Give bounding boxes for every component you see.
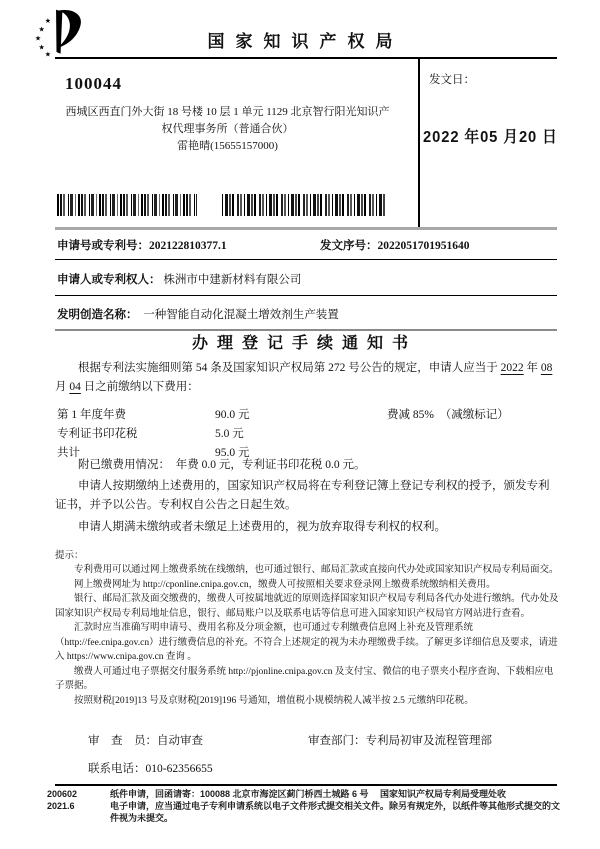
star-icon: ★ xyxy=(44,17,52,26)
document-title: 办理登记手续通知书 xyxy=(191,335,417,352)
issue-date-label: 发文日： xyxy=(429,74,475,86)
invention-row xyxy=(57,306,339,322)
footer-divider xyxy=(55,784,557,786)
intro-text-after: 日之前缴纳以下费用： xyxy=(80,381,199,393)
application-number-value: 202122810377.1 xyxy=(149,240,227,252)
fee-name: 专利证书印花税 xyxy=(57,428,138,440)
issue-date-stamp: 2022 年05 月20 日 xyxy=(423,129,558,146)
examiner-label: 审 查 员： xyxy=(88,735,157,747)
invention-value: 一种智能自动化混凝土增效剂生产装置 xyxy=(143,309,339,321)
recipient-contact: 雷艳晴(15655157000) xyxy=(177,140,278,152)
examiner-value: 自动审查 xyxy=(157,735,203,747)
section-divider-thick xyxy=(55,227,557,230)
footer-efiling-note: 电子申请，应当通过电子专利申请系统以电子文件形式提交相关文件。除另有规定外，以纸件等其他形式提交的文件视为未提交。 xyxy=(110,801,561,823)
tips-label: 提示： xyxy=(55,551,84,561)
intro-text-before: 根据专利法实施细则第 54 条及国家知识产权局第 272 号公告的规定，申请人应当于 xyxy=(78,362,501,374)
tip-item: 缴费人可通过电子票据交付服务系统 http://pjonline.cnipa.gov.cn 及支付宝、微信的电子票夹小程序查询、下载相应电子票据。 xyxy=(55,666,554,691)
department-label: 审查部门： xyxy=(308,735,366,747)
deadline-year: 2022 xyxy=(500,362,524,374)
row-divider xyxy=(55,295,557,296)
applicant-row xyxy=(57,271,301,287)
form-code: 200602 xyxy=(47,789,78,799)
agency-title: 国家知识产权局 xyxy=(207,32,404,51)
star-icon: ★ xyxy=(38,43,45,52)
applicant-label: 申请人或专利权人： xyxy=(57,274,161,286)
serial-number-row xyxy=(320,237,470,253)
fee-amount: 90.0 元 xyxy=(215,409,250,421)
row-divider xyxy=(55,259,557,260)
recipient-section xyxy=(55,58,557,227)
department-row xyxy=(308,732,492,748)
notice-body xyxy=(55,477,559,537)
fee-name: 共计 xyxy=(57,447,80,459)
form-version: 2021.6 xyxy=(47,801,75,811)
invention-label: 发明创造名称： xyxy=(57,309,132,321)
star-icon: ★ xyxy=(38,25,45,34)
fee-row-stamp-tax xyxy=(55,425,559,444)
fee-name: 第 1 年度年费 xyxy=(57,409,126,421)
application-number-row xyxy=(57,237,227,253)
barcode-right xyxy=(222,194,385,216)
paid-fees-info: 附已缴费用情况： 年费 0.0 元，专利证书印花税 0.0 元。 xyxy=(78,459,366,471)
tip-item: 银行、邮局汇款及面交缴费的，缴费人可按属地就近的原则选择国家知识产权局专利局各代办处进行缴纳。代办处及国家知识产权局专利局地址信息，银行、邮局账户以及联系电话等信息可进入国家知识产权局官方网站进行查看。 xyxy=(55,594,559,619)
month-unit: 月 xyxy=(55,381,70,393)
tip-item: 网上缴费网址为 http://cponline.cnipa.gov.cn，缴费人可按照相关要求登录网上缴费系统缴纳相关费用。 xyxy=(74,579,496,590)
deadline-month: 08 xyxy=(540,362,553,374)
tip-item: 按照财税[2019]13 号及京财税[2019]196 号通知，增值税小规模纳税人减半按 2.5 元缴纳印花税。 xyxy=(74,695,474,706)
serial-number-label: 发文序号： xyxy=(320,240,378,252)
deadline-day: 04 xyxy=(69,381,81,393)
year-unit: 年 xyxy=(523,362,541,374)
intro-paragraph xyxy=(55,359,559,397)
postcode: 100044 xyxy=(65,74,122,93)
fee-reduction-note: 费减 85% （减缴标记） xyxy=(387,409,509,421)
star-icon: ★ xyxy=(44,50,52,59)
recipient-address-line2: 权代理事务所（普通合伙） xyxy=(161,123,294,135)
footer-paper-note: 纸件申请，回函请寄：100088 北京市海淀区蓟门桥西土城路 6 号 国家知识产权局专利局受理处收 xyxy=(110,789,507,799)
forfeit-paragraph: 申请人期满未缴纳或者未缴足上述费用的，视为放弃取得专利权的权利。 xyxy=(78,521,446,533)
phone-value: 010-62356655 xyxy=(145,763,213,775)
star-icon: ★ xyxy=(34,34,42,43)
phone-label: 联系电话： xyxy=(88,763,146,775)
fee-table xyxy=(55,406,559,463)
footer-notes xyxy=(110,788,562,824)
tip-item: 汇款时应当准确写明申请号、费用名称及分项金额，也可通过专利缴费信息网上补充及管理系统（http://fee.cnipa.gov.cn）进行缴费信息的补充。不符合上述规定的视为未办理缴费手续。了解更多详细信息及要求，请进入 https://www.cnipa.gov.cn 查询 。 xyxy=(55,623,558,662)
tip-item: 专利费用可以通过网上缴费系统在线缴纳，也可通过银行、邮局汇款或直接向代办处或国家知识产权局专利局面交。 xyxy=(74,565,559,575)
grant-paragraph: 申请人按期缴纳上述费用的，国家知识产权局将在专利登记簿上登记专利权的授予，颁发专利证书，并予以公告。专利权自公告之日起生效。 xyxy=(55,480,550,511)
barcode-left xyxy=(57,194,197,216)
footer-form-codes xyxy=(47,788,77,812)
applicant-value: 株洲市中建新材料有限公司 xyxy=(163,274,302,286)
fee-row-annual xyxy=(55,406,559,425)
fee-amount: 5.0 元 xyxy=(215,428,244,440)
phone-row xyxy=(88,760,213,776)
examiner-row xyxy=(88,732,203,748)
recipient-address-line1: 西城区西直门外大街 18 号楼 10 层 1 单元 1129 北京智行阳光知识产 xyxy=(65,106,390,118)
application-number-label: 申请号或专利号： xyxy=(57,240,149,252)
tips-list xyxy=(55,563,559,708)
department-value: 专利局初审及流程管理部 xyxy=(365,735,492,747)
serial-number-value: 2022051701951640 xyxy=(377,240,470,252)
fee-amount: 95.0 元 xyxy=(215,447,250,459)
column-divider xyxy=(418,58,420,227)
